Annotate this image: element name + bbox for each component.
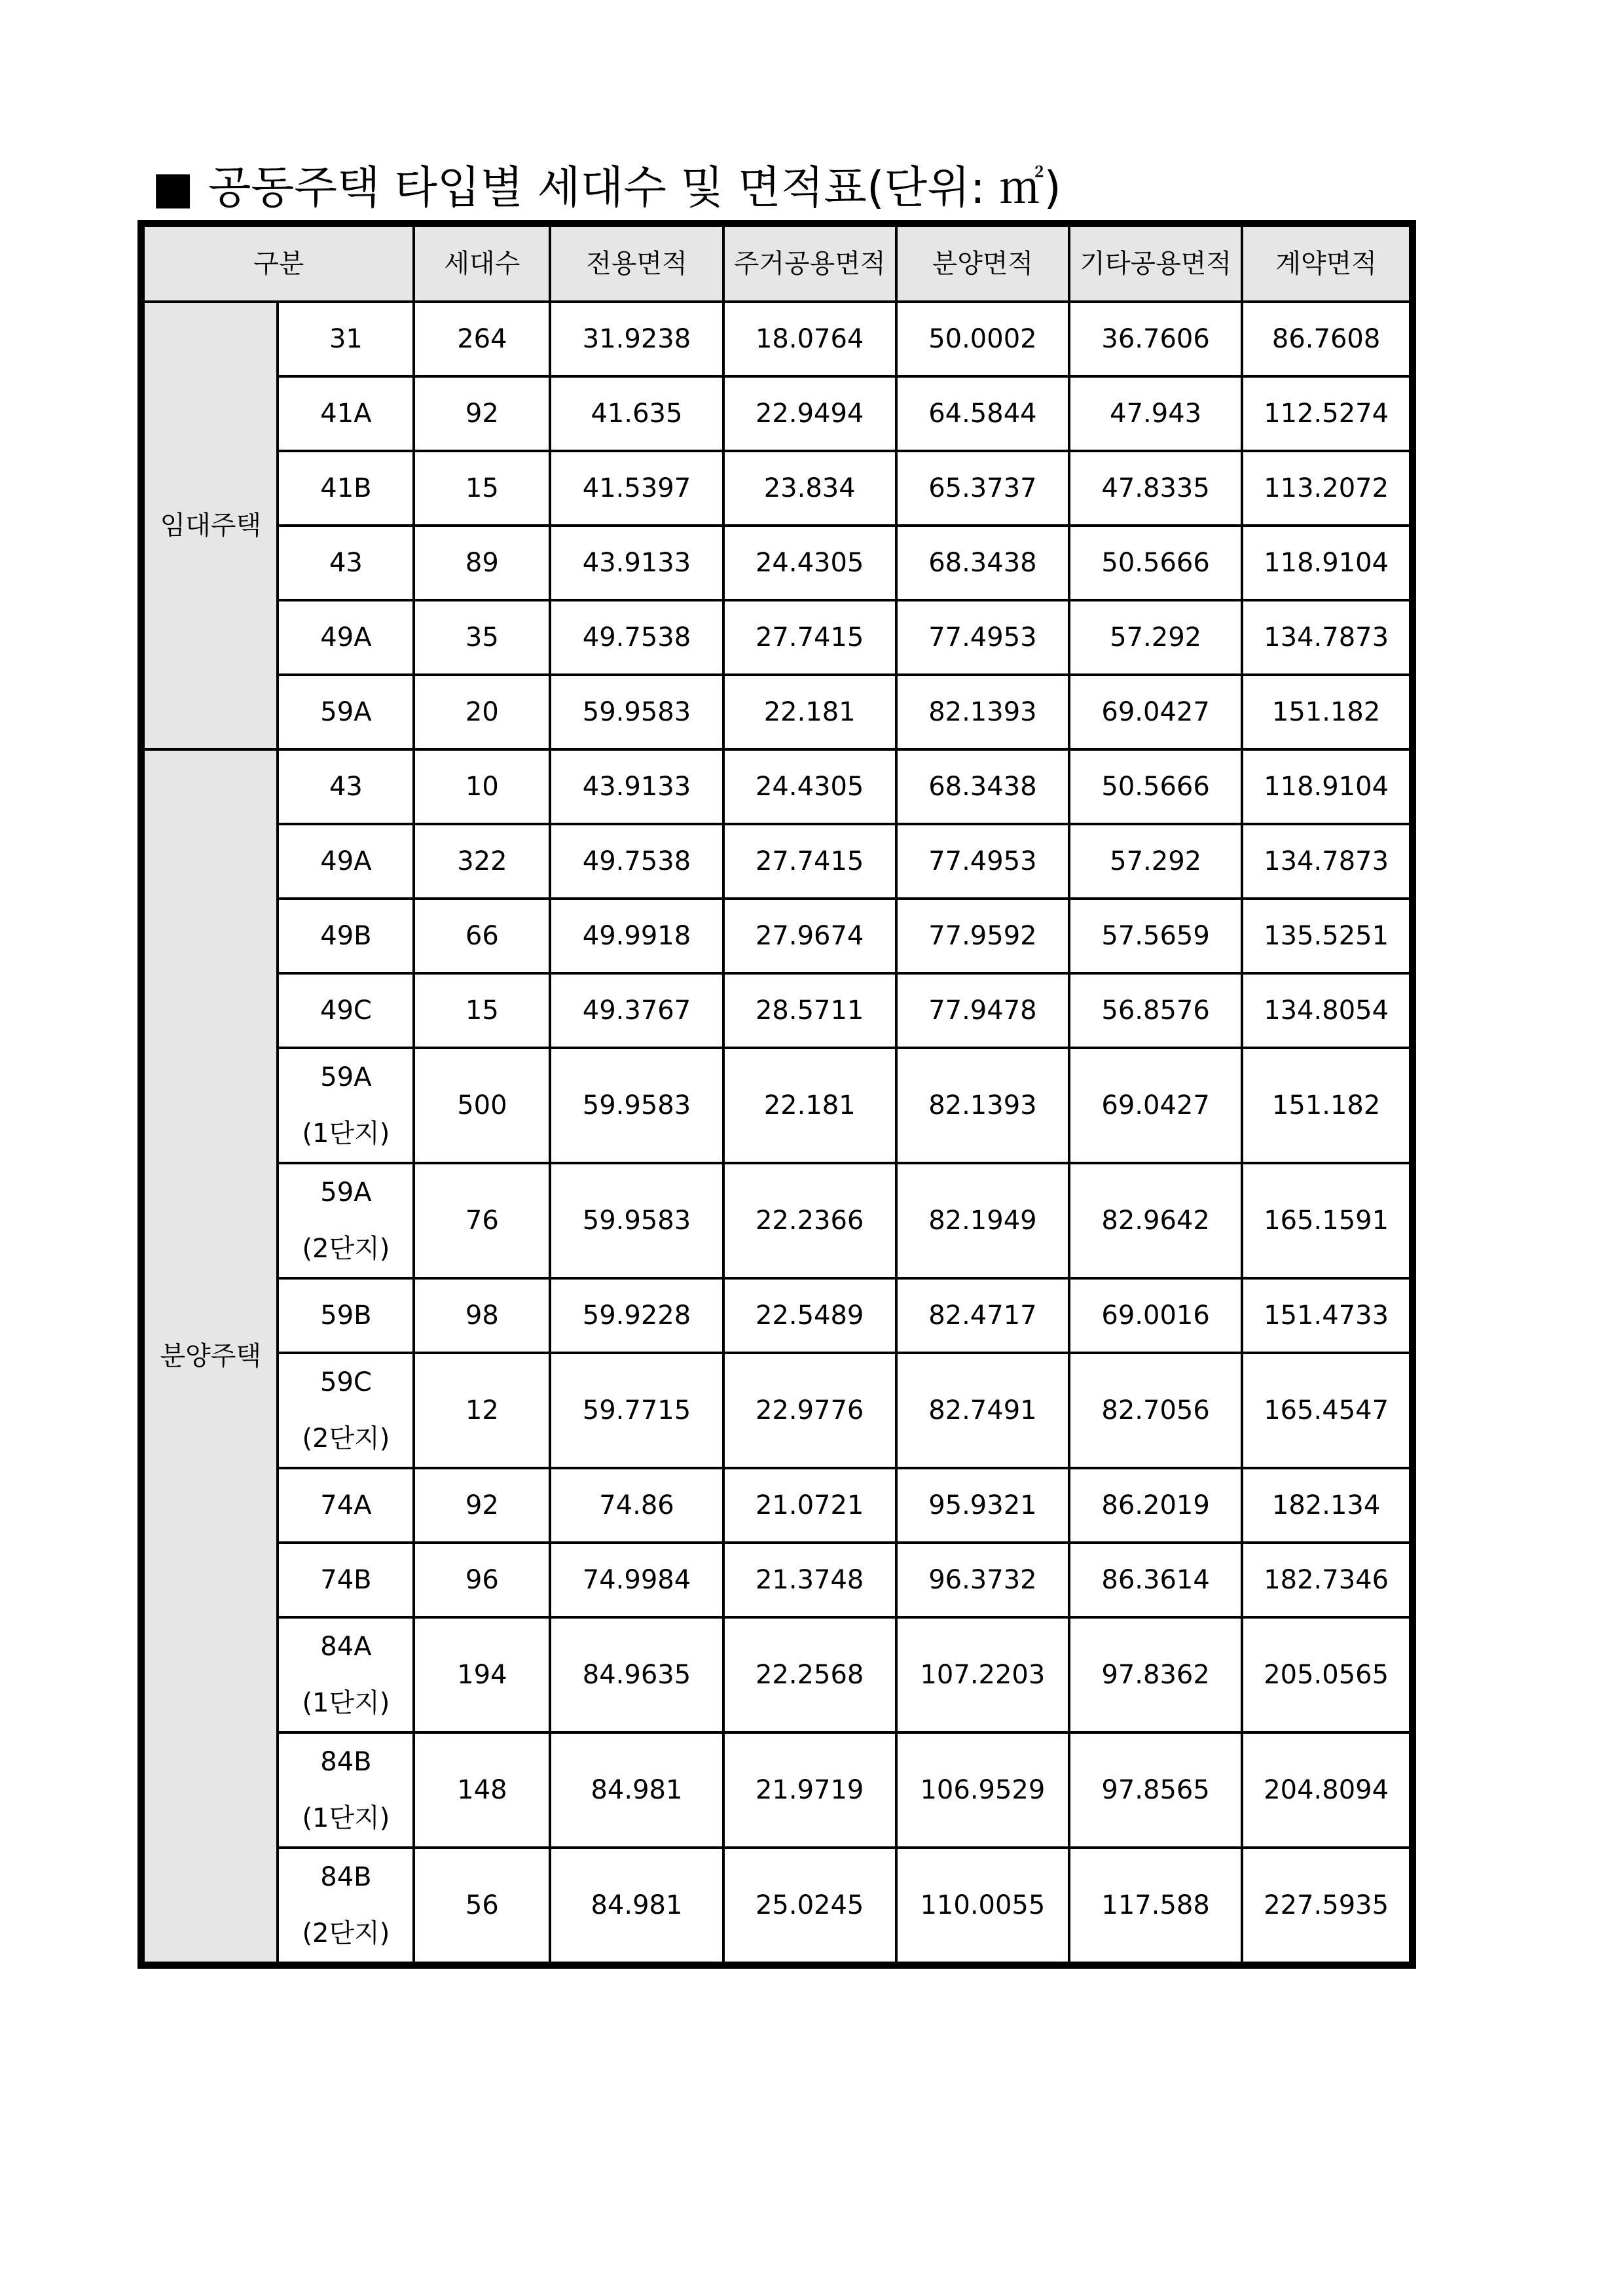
type-cell — [278, 600, 414, 675]
table-row — [141, 376, 1413, 451]
unit-area-table — [137, 220, 1416, 1969]
table-row — [141, 675, 1413, 749]
type-label: 49B — [320, 921, 372, 951]
supply-area-cell: 77.4953 — [896, 600, 1069, 675]
category-label: 분양주택 — [160, 1341, 261, 1371]
type-label: 84B — [320, 1862, 372, 1892]
other-common-area-cell: 117.588 — [1069, 1848, 1242, 1965]
table-row — [141, 1163, 1413, 1278]
exclusive-area-cell: 41.5397 — [550, 451, 723, 526]
residential-common-area-cell: 21.9719 — [723, 1732, 896, 1848]
other-common-area-cell: 57.5659 — [1069, 899, 1242, 973]
table-row — [141, 451, 1413, 526]
table-row — [141, 1048, 1413, 1163]
households-cell: 500 — [414, 1048, 550, 1163]
type-cell — [278, 899, 414, 973]
supply-area-cell: 106.9529 — [896, 1732, 1069, 1848]
contract-area-cell: 118.9104 — [1242, 526, 1412, 600]
type-label: 41A — [320, 399, 372, 429]
type-label: 49C — [320, 996, 372, 1026]
contract-area-cell: 86.7608 — [1242, 302, 1412, 376]
exclusive-area-cell: 74.9984 — [550, 1543, 723, 1617]
other-common-area-cell: 97.8565 — [1069, 1732, 1242, 1848]
other-common-area-cell: 97.8362 — [1069, 1617, 1242, 1732]
exclusive-area-cell: 59.9583 — [550, 675, 723, 749]
contract-area-cell: 204.8094 — [1242, 1732, 1412, 1848]
table-row — [141, 1353, 1413, 1468]
type-cell — [278, 1543, 414, 1617]
contract-area-cell: 112.5274 — [1242, 376, 1412, 451]
contract-area-cell: 165.1591 — [1242, 1163, 1412, 1278]
type-label: 84A — [320, 1632, 372, 1662]
table-row — [141, 1543, 1413, 1617]
contract-area-cell: 151.182 — [1242, 675, 1412, 749]
supply-area-cell: 95.9321 — [896, 1468, 1069, 1543]
header-residential-common-area: 주거공용면적 — [723, 224, 896, 302]
type-cell — [278, 1848, 414, 1965]
other-common-area-cell: 57.292 — [1069, 824, 1242, 899]
residential-common-area-cell: 24.4305 — [723, 526, 896, 600]
residential-common-area-cell: 22.5489 — [723, 1278, 896, 1353]
households-cell: 10 — [414, 749, 550, 824]
type-cell — [278, 1048, 414, 1163]
table-header — [141, 224, 1413, 302]
type-label: 59A — [320, 1177, 372, 1208]
header-other-common-area: 기타공용면적 — [1069, 224, 1242, 302]
supply-area-cell: 68.3438 — [896, 749, 1069, 824]
contract-area-cell: 205.0565 — [1242, 1617, 1412, 1732]
exclusive-area-cell: 43.9133 — [550, 749, 723, 824]
exclusive-area-cell: 49.9918 — [550, 899, 723, 973]
type-label: 84B — [320, 1747, 372, 1777]
table-row — [141, 1468, 1413, 1543]
complex-label: (1단지) — [302, 1803, 390, 1833]
other-common-area-cell: 47.943 — [1069, 376, 1242, 451]
header-supply-area: 분양면적 — [896, 224, 1069, 302]
table-row — [141, 749, 1413, 824]
contract-area-cell: 182.7346 — [1242, 1543, 1412, 1617]
residential-common-area-cell: 21.0721 — [723, 1468, 896, 1543]
other-common-area-cell: 86.2019 — [1069, 1468, 1242, 1543]
type-cell — [278, 302, 414, 376]
residential-common-area-cell: 23.834 — [723, 451, 896, 526]
residential-common-area-cell: 28.5711 — [723, 973, 896, 1048]
category-cell — [141, 302, 278, 749]
type-label: 74B — [320, 1565, 372, 1595]
other-common-area-cell: 36.7606 — [1069, 302, 1242, 376]
residential-common-area-cell: 22.9494 — [723, 376, 896, 451]
exclusive-area-cell: 59.9228 — [550, 1278, 723, 1353]
complex-label: (2단지) — [302, 1918, 390, 1948]
other-common-area-cell: 47.8335 — [1069, 451, 1242, 526]
table-row — [141, 1732, 1413, 1848]
complex-label: (2단지) — [302, 1234, 390, 1264]
supply-area-cell: 77.4953 — [896, 824, 1069, 899]
other-common-area-cell: 86.3614 — [1069, 1543, 1242, 1617]
residential-common-area-cell: 18.0764 — [723, 302, 896, 376]
exclusive-area-cell: 74.86 — [550, 1468, 723, 1543]
contract-area-cell: 151.182 — [1242, 1048, 1412, 1163]
table-row — [141, 526, 1413, 600]
type-label: 43 — [329, 772, 363, 802]
exclusive-area-cell: 59.9583 — [550, 1048, 723, 1163]
households-cell: 56 — [414, 1848, 550, 1965]
households-cell: 15 — [414, 973, 550, 1048]
header-households: 세대수 — [414, 224, 550, 302]
exclusive-area-cell: 43.9133 — [550, 526, 723, 600]
households-cell: 66 — [414, 899, 550, 973]
type-cell — [278, 376, 414, 451]
households-cell: 322 — [414, 824, 550, 899]
table-row — [141, 302, 1413, 376]
type-cell — [278, 526, 414, 600]
contract-area-cell: 135.5251 — [1242, 899, 1412, 973]
other-common-area-cell: 82.9642 — [1069, 1163, 1242, 1278]
households-cell: 12 — [414, 1353, 550, 1468]
contract-area-cell: 227.5935 — [1242, 1848, 1412, 1965]
other-common-area-cell: 82.7056 — [1069, 1353, 1242, 1468]
table-row — [141, 973, 1413, 1048]
supply-area-cell: 96.3732 — [896, 1543, 1069, 1617]
residential-common-area-cell: 22.2568 — [723, 1617, 896, 1732]
type-cell — [278, 1732, 414, 1848]
other-common-area-cell: 69.0427 — [1069, 675, 1242, 749]
table-row — [141, 899, 1413, 973]
residential-common-area-cell: 27.9674 — [723, 899, 896, 973]
table-row — [141, 600, 1413, 675]
households-cell: 92 — [414, 1468, 550, 1543]
households-cell: 98 — [414, 1278, 550, 1353]
residential-common-area-cell: 27.7415 — [723, 824, 896, 899]
table-row — [141, 1278, 1413, 1353]
residential-common-area-cell: 22.9776 — [723, 1353, 896, 1468]
households-cell: 35 — [414, 600, 550, 675]
type-label: 43 — [329, 548, 363, 578]
supply-area-cell: 68.3438 — [896, 526, 1069, 600]
contract-area-cell: 151.4733 — [1242, 1278, 1412, 1353]
supply-area-cell: 77.9478 — [896, 973, 1069, 1048]
type-label: 49A — [320, 846, 372, 876]
supply-area-cell: 82.4717 — [896, 1278, 1069, 1353]
contract-area-cell: 165.4547 — [1242, 1353, 1412, 1468]
type-cell — [278, 1468, 414, 1543]
households-cell: 96 — [414, 1543, 550, 1617]
exclusive-area-cell: 59.9583 — [550, 1163, 723, 1278]
type-label: 59A — [320, 697, 372, 727]
complex-label: (2단지) — [302, 1424, 390, 1454]
exclusive-area-cell: 84.9635 — [550, 1617, 723, 1732]
exclusive-area-cell: 84.981 — [550, 1732, 723, 1848]
table-row — [141, 1848, 1413, 1965]
households-cell: 76 — [414, 1163, 550, 1278]
supply-area-cell: 82.1393 — [896, 1048, 1069, 1163]
supply-area-cell: 107.2203 — [896, 1617, 1069, 1732]
other-common-area-cell: 69.0427 — [1069, 1048, 1242, 1163]
other-common-area-cell: 50.5666 — [1069, 749, 1242, 824]
type-cell — [278, 1617, 414, 1732]
residential-common-area-cell: 24.4305 — [723, 749, 896, 824]
exclusive-area-cell: 49.3767 — [550, 973, 723, 1048]
type-label: 41B — [320, 473, 372, 503]
residential-common-area-cell: 25.0245 — [723, 1848, 896, 1965]
type-label: 59B — [320, 1300, 372, 1331]
households-cell: 148 — [414, 1732, 550, 1848]
households-cell: 20 — [414, 675, 550, 749]
type-cell — [278, 1353, 414, 1468]
other-common-area-cell: 57.292 — [1069, 600, 1242, 675]
supply-area-cell: 50.0002 — [896, 302, 1069, 376]
households-cell: 194 — [414, 1617, 550, 1732]
complex-label: (1단지) — [302, 1688, 390, 1718]
supply-area-cell: 77.9592 — [896, 899, 1069, 973]
exclusive-area-cell: 49.7538 — [550, 824, 723, 899]
page-title: ■ 공동주택 타입별 세대수 및 면적표(단위: ㎡) — [152, 162, 1061, 214]
exclusive-area-cell: 41.635 — [550, 376, 723, 451]
type-label: 74A — [320, 1490, 372, 1520]
table-row — [141, 824, 1413, 899]
contract-area-cell: 182.134 — [1242, 1468, 1412, 1543]
table-body — [141, 302, 1413, 1965]
complex-label: (1단지) — [302, 1119, 390, 1149]
residential-common-area-cell: 22.181 — [723, 675, 896, 749]
category-cell — [141, 749, 278, 1965]
type-cell — [278, 973, 414, 1048]
exclusive-area-cell: 84.981 — [550, 1848, 723, 1965]
supply-area-cell: 110.0055 — [896, 1848, 1069, 1965]
type-cell — [278, 1278, 414, 1353]
supply-area-cell: 65.3737 — [896, 451, 1069, 526]
other-common-area-cell: 50.5666 — [1069, 526, 1242, 600]
table-row — [141, 1617, 1413, 1732]
contract-area-cell: 134.7873 — [1242, 600, 1412, 675]
header-exclusive-area: 전용면적 — [550, 224, 723, 302]
header-category: 구분 — [141, 224, 414, 302]
type-label: 31 — [329, 324, 363, 354]
residential-common-area-cell: 22.2366 — [723, 1163, 896, 1278]
supply-area-cell: 82.1393 — [896, 675, 1069, 749]
residential-common-area-cell: 21.3748 — [723, 1543, 896, 1617]
exclusive-area-cell: 31.9238 — [550, 302, 723, 376]
category-label: 임대주택 — [160, 511, 261, 541]
supply-area-cell: 82.7491 — [896, 1353, 1069, 1468]
type-label: 59C — [320, 1367, 372, 1397]
residential-common-area-cell: 27.7415 — [723, 600, 896, 675]
header-contract-area: 계약면적 — [1242, 224, 1412, 302]
contract-area-cell: 113.2072 — [1242, 451, 1412, 526]
households-cell: 15 — [414, 451, 550, 526]
supply-area-cell: 82.1949 — [896, 1163, 1069, 1278]
type-cell — [278, 749, 414, 824]
residential-common-area-cell: 22.181 — [723, 1048, 896, 1163]
households-cell: 89 — [414, 526, 550, 600]
households-cell: 264 — [414, 302, 550, 376]
other-common-area-cell: 56.8576 — [1069, 973, 1242, 1048]
exclusive-area-cell: 49.7538 — [550, 600, 723, 675]
exclusive-area-cell: 59.7715 — [550, 1353, 723, 1468]
contract-area-cell: 134.7873 — [1242, 824, 1412, 899]
type-cell — [278, 1163, 414, 1278]
contract-area-cell: 134.8054 — [1242, 973, 1412, 1048]
households-cell: 92 — [414, 376, 550, 451]
supply-area-cell: 64.5844 — [896, 376, 1069, 451]
type-cell — [278, 675, 414, 749]
other-common-area-cell: 69.0016 — [1069, 1278, 1242, 1353]
type-cell — [278, 824, 414, 899]
type-cell — [278, 451, 414, 526]
type-label: 59A — [320, 1062, 372, 1092]
contract-area-cell: 118.9104 — [1242, 749, 1412, 824]
type-label: 49A — [320, 622, 372, 653]
